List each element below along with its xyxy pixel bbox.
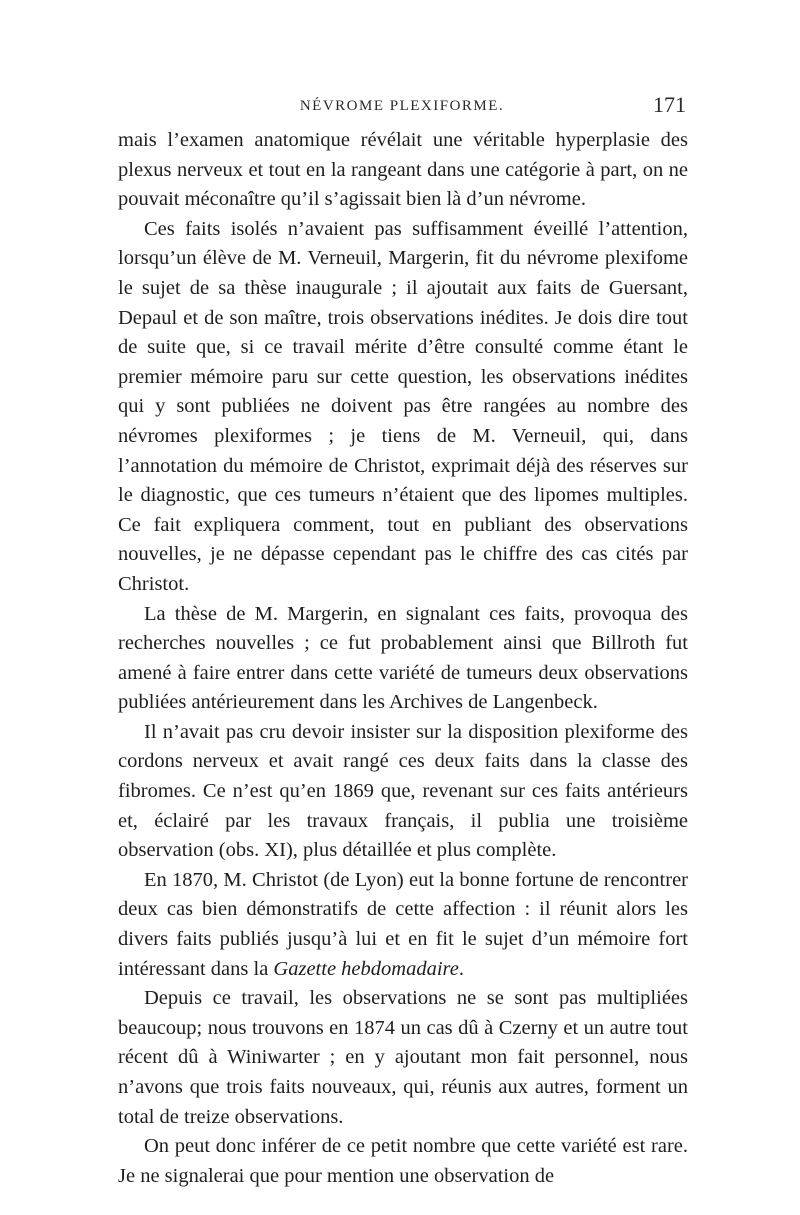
paragraph-billroth: La thèse de M. Margerin, en signalant ces faits, provoqua des recherches nouvelles ; ce fut probablement ainsi que Billroth fut amené à faire entrer dans cette variété de tumeurs deux observations publiées antérieurement dans les Archives de Langenbeck. <box>118 602 688 714</box>
paragraph-fibromes: Il n’avait pas cru devoir insister sur la disposition plexiforme des cordons nerveux et avait rangé ces deux faits dans la classe des fibromes. Ce n’est qu’en 1869 que, revenant sur ces faits antérieurs et, éclairé par les travaux français, il publia une troisième observation (obs. XI), plus détaillée et plus complète. <box>118 720 688 862</box>
christot-text-end: . <box>458 957 464 980</box>
paragraph-continued: mais l’examen anatomique révélait une véritable hyperplasie des plexus nerveux et tout en la rangeant dans une catégorie à part, on ne pouvait méconaître qu’il s’agissait bien là d’un névrome. <box>118 129 688 211</box>
paragraph-margerin-thesis: Ces faits isolés n’avaient pas suffisamment éveillé l’attention, lorsqu’un élève de M. Verneuil, Margerin, fit du névrome plexifome le sujet de sa thèse inaugurale ; il ajoutait aux faits de Guersant, Depaul et de son maître, trois observations inédites. Je dois dire tout de suite que, si ce travail mérite d’être consulté comme étant le premier mémoire paru sur cette question, les observations inédites qui y sont publiées ne doivent pas être rangées au nombre des névromes plexiformes ; je tiens de M. Verneuil, qui, dans l’annotation du mémoire de Christot, exprimait déjà des réserves sur le diagnostic, que ces tumeurs n’étaient que des lipomes multiples. Ce fait expliquera comment, tout en publiant des observations nouvelles, je ne dépasse cependant pas le chiffre des cas cités par Christot. <box>118 217 688 595</box>
running-head <box>118 92 686 122</box>
journal-title: Gazette hebdomadaire <box>273 957 459 980</box>
paragraph-recent-cases: Depuis ce travail, les observations ne se sont pas multipliées beaucoup; nous trouvons en 1874 un cas dû à Czerny et un autre tout récent dû à Winiwarter ; en y ajoutant mon fait personnel, nous n’avons que trois faits nouveaux, qui, réunis aux autres, forment un total de treize observations. <box>118 987 688 1128</box>
page-number: 171 <box>653 92 686 117</box>
paragraph-christot <box>118 866 688 984</box>
christot-text: En 1870, M. Christot (de Lyon) eut la bonne fortune de rencontrer deux cas bien démonstratifs de cette affection : il réunit alors les divers faits publiés jusqu’à lui et en fit le sujet d’un mémoire fort intéressant dans la <box>118 868 688 980</box>
body-text <box>118 126 688 1191</box>
running-title: NÉVROME PLEXIFORME. <box>299 98 505 114</box>
paragraph-rarity: On peut donc inférer de ce petit nombre que cette variété est rare. Je ne signalerai que pour mention une observation de <box>118 1135 688 1187</box>
